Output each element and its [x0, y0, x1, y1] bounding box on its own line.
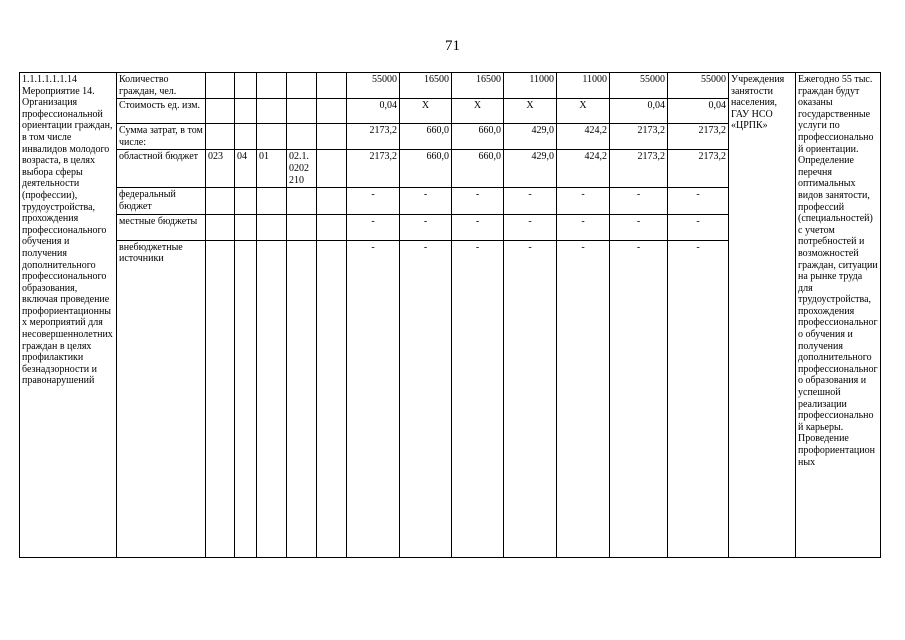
row-label: внебюджетные источники: [117, 240, 206, 557]
value-cell: 2173,2: [347, 150, 400, 188]
vr-cell: [317, 214, 347, 240]
value-cell: -: [610, 240, 668, 557]
measure-description: Мероприятие 14. Организация профессиональной ориентации граждан, в том числе инвалидов молодого возраста, в целях выбора сферы деятельности (профессии), трудоустройства, прохождения профессионального обучения и получения дополнительного профессионального образования, включая проведение профориентационных мероприятий для несовершеннолетних граждан в целях профилактики безнадзорности и правонарушений: [22, 85, 113, 387]
vr-cell: [317, 188, 347, 214]
row-label: областной бюджет: [117, 150, 206, 188]
value-cell: -: [557, 188, 610, 214]
pr-cell: [257, 188, 287, 214]
value-cell: 660,0: [452, 150, 504, 188]
rz-cell: [235, 73, 257, 99]
row-label: федеральный бюджет: [117, 188, 206, 214]
expected-result-cell: Ежегодно 55 тыс. граждан будут оказаны государственные услуги по профессиональной ориентации. Определение перечня оптимальных видов занятости, профессий (специальностей) с учетом потребностей и возможностей граждан, ситуации на рынке труда для трудоустройства, прохождения профессионального обучения и получения дополнительного профессионального образования и успешной реализации профессиональной карьеры. Проведение профориентационных: [796, 73, 881, 558]
value-cell: -: [452, 188, 504, 214]
grbs-cell: [206, 240, 235, 557]
rz-cell: 04: [235, 150, 257, 188]
grbs-cell: [206, 124, 235, 150]
vr-cell: [317, 99, 347, 124]
value-cell: -: [400, 240, 452, 557]
grbs-cell: [206, 99, 235, 124]
value-cell: 660,0: [400, 150, 452, 188]
page-number: 71: [445, 38, 460, 54]
rz-cell: [235, 124, 257, 150]
csr-cell: [287, 214, 317, 240]
value-cell: 11000: [557, 73, 610, 99]
executor-cell: Учреждения занятости населения, ГАУ НСО «ЦРПК»: [729, 73, 796, 558]
value-cell: 55000: [347, 73, 400, 99]
value-cell: -: [668, 188, 729, 214]
value-cell: 424,2: [557, 124, 610, 150]
value-cell: Х: [400, 99, 452, 124]
value-cell: 429,0: [504, 124, 557, 150]
vr-cell: [317, 73, 347, 99]
value-cell: 660,0: [400, 124, 452, 150]
value-cell: Х: [504, 99, 557, 124]
value-cell: -: [400, 188, 452, 214]
rz-cell: [235, 214, 257, 240]
value-cell: -: [400, 214, 452, 240]
measure-cell: [20, 73, 117, 558]
value-cell: -: [347, 214, 400, 240]
pr-cell: [257, 124, 287, 150]
csr-cell: [287, 99, 317, 124]
value-cell: -: [452, 240, 504, 557]
value-cell: -: [504, 214, 557, 240]
value-cell: -: [668, 240, 729, 557]
row-label: местные бюджеты: [117, 214, 206, 240]
value-cell: 2173,2: [668, 150, 729, 188]
value-cell: -: [610, 214, 668, 240]
vr-cell: [317, 240, 347, 557]
value-cell: 0,04: [610, 99, 668, 124]
value-cell: -: [504, 240, 557, 557]
value-cell: -: [347, 240, 400, 557]
value-cell: -: [504, 188, 557, 214]
pr-cell: [257, 240, 287, 557]
row-label: Количество граждан, чел.: [117, 73, 206, 99]
value-cell: -: [668, 214, 729, 240]
pr-cell: [257, 214, 287, 240]
value-cell: 429,0: [504, 150, 557, 188]
value-cell: 0,04: [668, 99, 729, 124]
pr-cell: [257, 73, 287, 99]
value-cell: Х: [452, 99, 504, 124]
row-label: Сумма затрат, в том числе:: [117, 124, 206, 150]
value-cell: -: [557, 214, 610, 240]
value-cell: 16500: [400, 73, 452, 99]
row-label: Стоимость ед. изм.: [117, 99, 206, 124]
value-cell: 660,0: [452, 124, 504, 150]
rz-cell: [235, 240, 257, 557]
pr-cell: [257, 99, 287, 124]
value-cell: 0,04: [347, 99, 400, 124]
grbs-cell: [206, 214, 235, 240]
csr-cell: [287, 240, 317, 557]
csr-cell: [287, 188, 317, 214]
value-cell: 55000: [610, 73, 668, 99]
value-cell: -: [610, 188, 668, 214]
value-cell: 2173,2: [610, 150, 668, 188]
budget-table: [19, 72, 881, 558]
value-cell: 55000: [668, 73, 729, 99]
csr-cell: 02.1. 0202 210: [287, 150, 317, 188]
value-cell: -: [557, 240, 610, 557]
measure-code: 1.1.1.1.1.1.14: [22, 74, 77, 85]
pr-cell: 01: [257, 150, 287, 188]
value-cell: 2173,2: [610, 124, 668, 150]
value-cell: 16500: [452, 73, 504, 99]
csr-cell: [287, 124, 317, 150]
grbs-cell: [206, 188, 235, 214]
rz-cell: [235, 188, 257, 214]
table-row: [20, 73, 881, 99]
value-cell: -: [347, 188, 400, 214]
grbs-cell: [206, 73, 235, 99]
rz-cell: [235, 99, 257, 124]
value-cell: -: [452, 214, 504, 240]
grbs-cell: 023: [206, 150, 235, 188]
csr-cell: [287, 73, 317, 99]
vr-cell: [317, 150, 347, 188]
value-cell: 2173,2: [347, 124, 400, 150]
value-cell: Х: [557, 99, 610, 124]
vr-cell: [317, 124, 347, 150]
value-cell: 424,2: [557, 150, 610, 188]
value-cell: 11000: [504, 73, 557, 99]
value-cell: 2173,2: [668, 124, 729, 150]
